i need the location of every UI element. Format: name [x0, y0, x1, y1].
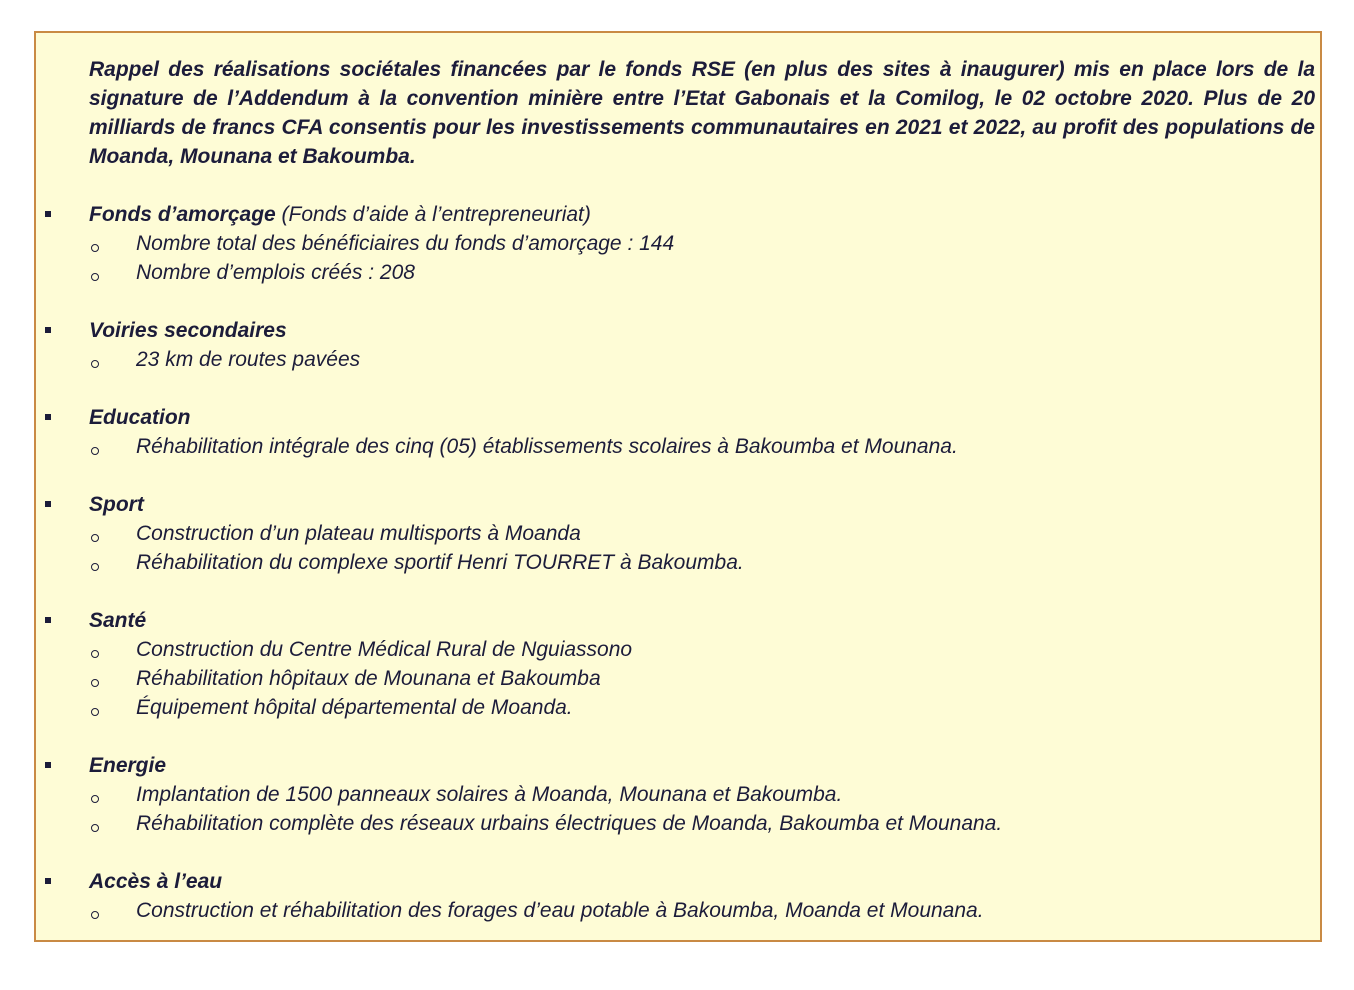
square-bullet-icon — [45, 327, 51, 333]
list-item-text: Construction du Centre Médical Rural de Nguiassono — [136, 638, 633, 661]
square-bullet-icon — [45, 617, 51, 623]
section-title-text: Accès à l’eau — [89, 870, 223, 893]
list-item — [36, 693, 1320, 722]
section-title — [89, 316, 287, 345]
section-sport — [36, 490, 1320, 577]
section-title — [89, 867, 222, 896]
section-title-text: Sport — [89, 493, 144, 516]
list-item — [36, 896, 1320, 925]
section-title — [89, 490, 144, 519]
section-sante — [36, 606, 1320, 722]
circle-bullet-icon — [91, 911, 99, 919]
circle-bullet-icon — [91, 795, 99, 803]
section-heading — [36, 751, 1320, 780]
item-list — [36, 780, 1320, 838]
circle-bullet-icon — [91, 650, 99, 658]
circle-bullet-icon — [91, 708, 99, 716]
section-title-text: Fonds d’amorçage — [89, 203, 276, 226]
section-title — [89, 751, 166, 780]
list-item — [36, 229, 1320, 258]
list-item-text: Nombre d’emplois créés : 208 — [136, 261, 415, 284]
square-bullet-icon — [45, 762, 51, 768]
list-item — [36, 345, 1320, 374]
item-list — [36, 432, 1320, 461]
circle-bullet-icon — [91, 824, 99, 832]
list-item-text: 23 km de routes pavées — [136, 348, 361, 371]
list-item — [36, 635, 1320, 664]
section-heading — [36, 403, 1320, 432]
section-fonds-amorcage — [36, 200, 1320, 287]
list-item-text: Réhabilitation complète des réseaux urbains électriques de Moanda, Bakoumba et Mounana. — [136, 812, 1003, 835]
circle-bullet-icon — [91, 534, 99, 542]
circle-bullet-icon — [91, 244, 99, 252]
section-title — [89, 403, 191, 432]
circle-bullet-icon — [91, 447, 99, 455]
item-list — [36, 635, 1320, 722]
item-list — [36, 896, 1320, 925]
list-item — [36, 780, 1320, 809]
list-item-text: Nombre total des bénéficiaires du fonds d’amorçage : 144 — [136, 232, 675, 255]
list-item — [36, 548, 1320, 577]
list-item-text: Construction d’un plateau multisports à Moanda — [136, 522, 581, 545]
section-voiries-secondaires — [36, 316, 1320, 374]
list-item — [36, 258, 1320, 287]
circle-bullet-icon — [91, 563, 99, 571]
square-bullet-icon — [45, 414, 51, 420]
list-item-text: Réhabilitation hôpitaux de Mounana et Bakoumba — [136, 667, 601, 690]
section-heading — [36, 490, 1320, 519]
list-item — [36, 519, 1320, 548]
item-list — [36, 229, 1320, 287]
section-title-text: Energie — [89, 754, 167, 777]
list-item — [36, 809, 1320, 838]
section-heading — [36, 200, 1320, 229]
section-energie — [36, 751, 1320, 838]
section-title-text: Education — [89, 406, 191, 429]
circle-bullet-icon — [91, 360, 99, 368]
square-bullet-icon — [45, 878, 51, 884]
section-heading — [36, 606, 1320, 635]
list-item-text: Construction et réhabilitation des forages d’eau potable à Bakoumba, Moanda et Mounana. — [136, 899, 984, 922]
square-bullet-icon — [45, 501, 51, 507]
section-acces-eau — [36, 867, 1320, 925]
section-title-text: Voiries secondaires — [89, 319, 287, 342]
square-bullet-icon — [45, 211, 51, 217]
list-item — [36, 432, 1320, 461]
section-education — [36, 403, 1320, 461]
info-box — [34, 31, 1322, 942]
section-title-text: Santé — [89, 609, 147, 632]
section-title — [89, 606, 146, 635]
list-item-text: Réhabilitation intégrale des cinq (05) établissements scolaires à Bakoumba et Mounana. — [136, 435, 958, 458]
list-item-text: Équipement hôpital départemental de Moanda. — [136, 696, 573, 719]
section-list — [36, 200, 1320, 954]
list-item-text: Réhabilitation du complexe sportif Henri TOURRET à Bakoumba. — [136, 551, 744, 574]
intro-paragraph: Rappel des réalisations sociétales financées par le fonds RSE (en plus des sites à inaugurer) mis en place lors de la signature de l’Addendum à la convention minière entre l’Etat Gabonais et la Comilog, le 02 octobre 2020. Plus de 20 milliards de francs CFA consentis pour les investissements communautaires en 2021 et 2022, au profit des populations de Moanda, Mounana et Bakoumba. — [89, 58, 1315, 168]
circle-bullet-icon — [91, 273, 99, 281]
section-heading — [36, 867, 1320, 896]
list-item-text: Implantation de 1500 panneaux solaires à Moanda, Mounana et Bakoumba. — [136, 783, 843, 806]
list-item — [36, 664, 1320, 693]
item-list — [36, 345, 1320, 374]
item-list — [36, 519, 1320, 577]
section-title — [89, 200, 591, 229]
section-heading — [36, 316, 1320, 345]
section-note: (Fonds d’aide à l’entrepreneuriat) — [275, 203, 591, 226]
circle-bullet-icon — [91, 679, 99, 687]
